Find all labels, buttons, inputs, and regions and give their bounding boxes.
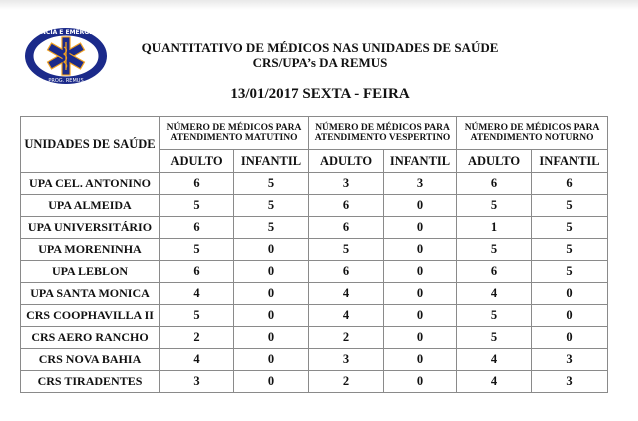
cell-value: 5	[532, 217, 608, 239]
cell-value: 3	[160, 371, 234, 393]
table-row	[21, 195, 608, 217]
cell-value: 0	[234, 327, 309, 349]
cell-value: 0	[234, 261, 309, 283]
cell-value: 5	[457, 327, 532, 349]
cell-value: 6	[160, 261, 234, 283]
cell-value: 0	[234, 349, 309, 371]
table-row	[21, 305, 608, 327]
cell-value: 6	[160, 173, 234, 195]
unit-name: UPA SANTA MONICA	[21, 283, 160, 305]
cell-value: 0	[384, 261, 457, 283]
cell-value: 4	[160, 349, 234, 371]
unit-name: CRS AERO RANCHO	[21, 327, 160, 349]
doctors-table	[20, 116, 608, 393]
sub-header-infantil: INFANTIL	[384, 150, 457, 173]
group-header-vespertino: NÚMERO DE MÉDICOS PARA ATENDIMENTO VESPERTINO	[309, 117, 457, 150]
sub-header-adulto: ADULTO	[160, 150, 234, 173]
table-row	[21, 283, 608, 305]
cell-value: 0	[384, 371, 457, 393]
cell-value: 5	[309, 239, 384, 261]
cell-value: 6	[309, 261, 384, 283]
cell-value: 0	[532, 327, 608, 349]
table-row	[21, 217, 608, 239]
cell-value: 0	[384, 283, 457, 305]
cell-value: 4	[309, 283, 384, 305]
cell-value: 0	[234, 305, 309, 327]
cell-value: 5	[457, 195, 532, 217]
sub-header-adulto: ADULTO	[457, 150, 532, 173]
sub-header-infantil: INFANTIL	[234, 150, 309, 173]
unit-name: UPA MORENINHA	[21, 239, 160, 261]
cell-value: 5	[457, 305, 532, 327]
cell-value: 0	[234, 371, 309, 393]
cell-value: 0	[384, 239, 457, 261]
unit-name: CRS TIRADENTES	[21, 371, 160, 393]
table-row	[21, 173, 608, 195]
units-header: UNIDADES DE SAÚDE	[21, 117, 160, 173]
table-row	[21, 327, 608, 349]
cell-value: 0	[384, 327, 457, 349]
cell-value: 3	[309, 173, 384, 195]
table-row	[21, 261, 608, 283]
star-of-life-icon	[23, 26, 109, 86]
cell-value: 0	[234, 283, 309, 305]
cell-value: 4	[160, 283, 234, 305]
group-header-matutino: NÚMERO DE MÉDICOS PARA ATENDIMENTO MATUTINO	[160, 117, 309, 150]
svg-text:PROG. REMUS: PROG. REMUS	[48, 78, 84, 84]
cell-value: 5	[234, 195, 309, 217]
cell-value: 2	[309, 371, 384, 393]
cell-value: 0	[384, 305, 457, 327]
cell-value: 0	[384, 217, 457, 239]
cell-value: 6	[457, 173, 532, 195]
unit-name: UPA LEBLON	[21, 261, 160, 283]
cell-value: 5	[234, 173, 309, 195]
cell-value: 5	[160, 239, 234, 261]
cell-value: 0	[234, 239, 309, 261]
unit-name: UPA UNIVERSITÁRIO	[21, 217, 160, 239]
cell-value: 3	[532, 371, 608, 393]
cell-value: 6	[309, 217, 384, 239]
group-header-noturno: NÚMERO DE MÉDICOS PARA ATENDIMENTO NOTURNO	[457, 117, 608, 150]
cell-value: 4	[457, 371, 532, 393]
cell-value: 5	[457, 239, 532, 261]
cell-value: 5	[160, 195, 234, 217]
cell-value: 0	[384, 349, 457, 371]
svg-text:URGÊNCIA E EMERGÊNCIA: URGÊNCIA E EMERGÊNCIA	[23, 29, 109, 36]
cell-value: 5	[234, 217, 309, 239]
report-date: 13/01/2017 SEXTA - FEIRA	[230, 86, 410, 102]
top-shadow	[0, 0, 638, 10]
cell-value: 5	[532, 261, 608, 283]
unit-name: CRS NOVA BAHIA	[21, 349, 160, 371]
sub-header-infantil: INFANTIL	[532, 150, 608, 173]
cell-value: 1	[457, 217, 532, 239]
cell-value: 2	[160, 327, 234, 349]
page-subtitle: CRS/UPA’s DA REMUS	[252, 55, 388, 70]
table-row	[21, 371, 608, 393]
cell-value: 2	[309, 327, 384, 349]
cell-value: 3	[532, 349, 608, 371]
table-row	[21, 349, 608, 371]
sub-header-adulto: ADULTO	[309, 150, 384, 173]
cell-value: 0	[532, 283, 608, 305]
cell-value: 5	[532, 195, 608, 217]
cell-value: 6	[160, 217, 234, 239]
cell-value: 5	[160, 305, 234, 327]
cell-value: 4	[457, 283, 532, 305]
cell-value: 6	[457, 261, 532, 283]
unit-name: CRS COOPHAVILLA II	[21, 305, 160, 327]
cell-value: 6	[532, 173, 608, 195]
unit-name: UPA CEL. ANTONINO	[21, 173, 160, 195]
table-row	[21, 239, 608, 261]
cell-value: 0	[532, 305, 608, 327]
cell-value: 4	[309, 305, 384, 327]
unit-name: UPA ALMEIDA	[21, 195, 160, 217]
cell-value: 6	[309, 195, 384, 217]
page-title: QUANTITATIVO DE MÉDICOS NAS UNIDADES DE SAÚDE	[141, 40, 499, 55]
group-header-row	[21, 117, 608, 150]
cell-value: 5	[532, 239, 608, 261]
logo	[23, 26, 109, 86]
cell-value: 0	[384, 195, 457, 217]
cell-value: 4	[457, 349, 532, 371]
cell-value: 3	[384, 173, 457, 195]
cell-value: 3	[309, 349, 384, 371]
